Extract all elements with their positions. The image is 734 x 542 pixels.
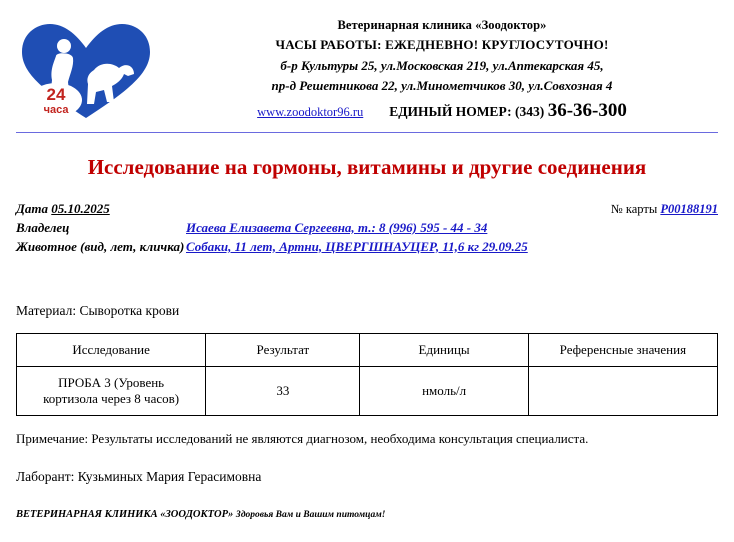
card-number-value: Р00188191 <box>660 202 718 216</box>
address-line-1: б-р Культуры 25, ул.Московская 219, ул.Аптекарская 45, <box>280 58 604 73</box>
column-header-test: Исследование <box>17 333 206 366</box>
patient-info-row-owner <box>16 219 718 238</box>
clinic-logo <box>16 14 166 122</box>
document-header <box>16 14 718 122</box>
animal-value: Собаки, 11 лет, Артни, ЦВЕРГШНАУЦЕР, 11,6 кг 29.09.25 <box>186 238 528 254</box>
animal-label: Животное (вид, лет, кличка) <box>16 238 185 254</box>
owner-label: Владелец <box>16 219 70 235</box>
single-phone-value: 36-36-300 <box>547 100 627 121</box>
cell-units: нмоль/л <box>360 366 528 415</box>
footer-slogan-text: Здоровья Вам и Вашим питомцам! <box>235 509 386 520</box>
footer-slogan <box>16 509 718 520</box>
cell-test-name <box>17 366 206 415</box>
disclaimer-note: Примечание: Результаты исследований не являются диагнозом, необходима консультация специалиста. <box>16 430 589 446</box>
owner-value: Исаева Елизавета Сергеевна, т.: 8 (996) 595 - 44 - 34 <box>186 219 488 235</box>
date-value: 05.10.2025 <box>51 201 110 216</box>
patient-info-row-date <box>16 200 718 219</box>
website-link[interactable]: www.zoodoktor96.ru <box>257 105 364 119</box>
single-phone-number <box>389 100 627 122</box>
heart-dog-logo-icon <box>16 18 156 122</box>
date-label: Дата <box>16 201 48 216</box>
header-text-block <box>166 14 718 122</box>
test-name-line-2: кортизола через 8 часов) <box>43 390 180 406</box>
address-line-2: пр-д Решетникова 22, ул.Минометчиков 30, ул.Совхозная 4 <box>271 78 613 93</box>
clinic-name: Ветеринарная клиника «Зоодоктор» <box>337 18 547 32</box>
results-table <box>16 333 718 416</box>
contact-row <box>166 100 718 122</box>
table-header-row <box>17 333 718 366</box>
patient-info-row-animal <box>16 238 718 257</box>
header-divider <box>16 132 718 133</box>
cell-result: 33 <box>206 366 360 415</box>
column-header-units: Единицы <box>360 333 528 366</box>
single-phone-label: ЕДИНЫЙ НОМЕР: (343) <box>389 104 545 119</box>
card-number-group <box>611 200 718 218</box>
svg-text:часа: часа <box>43 104 69 116</box>
lab-assistant-line: Лаборант: Кузьминых Мария Герасимовна <box>16 468 262 484</box>
column-header-reference: Референсные значения <box>528 333 717 366</box>
footer-slogan-clinic: ВЕТЕРИНАРНАЯ КЛИНИКА «ЗООДОКТОР» <box>16 508 234 520</box>
patient-info <box>16 200 718 257</box>
test-name-line-1: ПРОБА 3 (Уровень <box>58 374 165 390</box>
date-group <box>16 200 110 219</box>
page-title: Исследование на гормоны, витамины и другие соединения <box>87 155 647 179</box>
working-hours: ЧАСЫ РАБОТЫ: ЕЖЕДНЕВНО! КРУГЛОСУТОЧНО! <box>275 37 609 52</box>
cell-reference <box>528 366 717 415</box>
material-line: Материал: Сыворотка крови <box>16 302 180 318</box>
table-row <box>17 366 718 415</box>
card-number-label: № карты <box>610 202 658 216</box>
svg-text:24: 24 <box>46 85 66 104</box>
column-header-result: Результат <box>206 333 360 366</box>
